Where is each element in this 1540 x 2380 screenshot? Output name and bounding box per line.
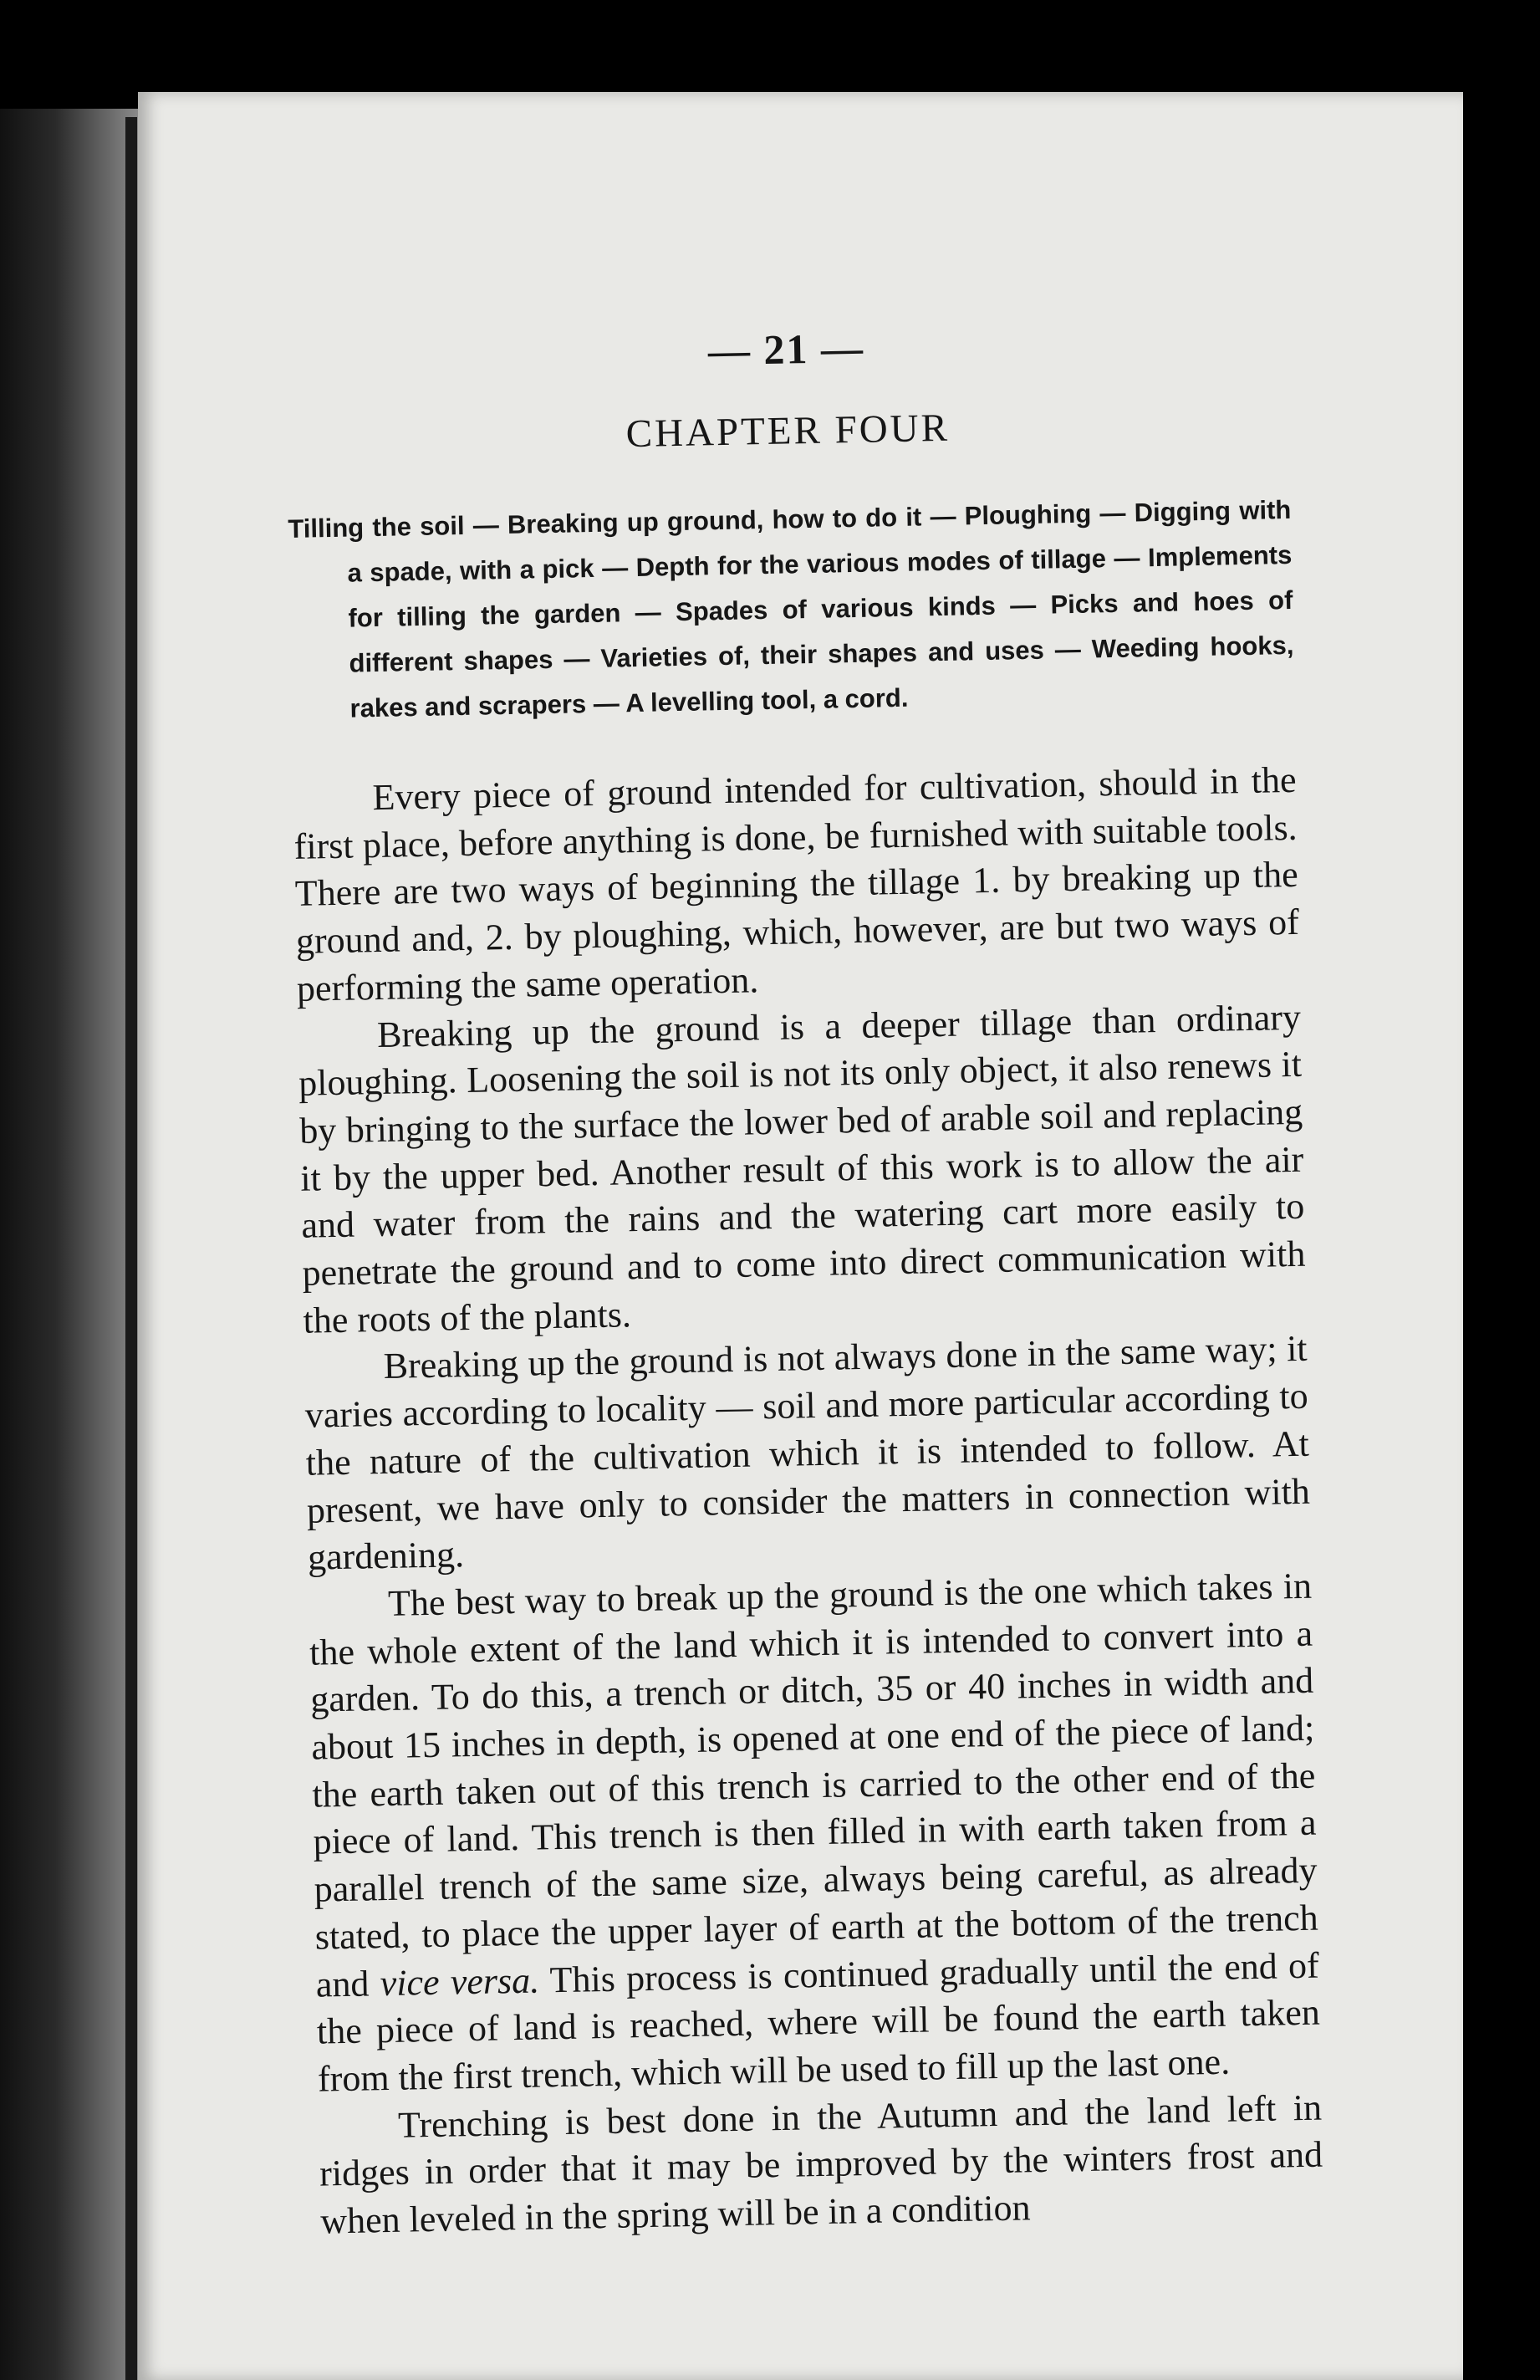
paragraph-5: Trenching is best done in the Autumn and the land left in ridges in order that it may be improved by the winters frost and when leveled in the spring will be in a condition	[319, 2086, 1323, 2242]
page-content	[284, 315, 1324, 2245]
chapter-summary: Tilling the soil — Breaking up ground, how to do it — Ploughing — Digging with a spade, with a pick — Depth for the various modes of tillage — Implements for tilling the garden — Spades of various kinds — Picks and hoes of different shapes — Varieties of, their shapes and uses — Weeding hooks, rakes and scrapers — A levelling tool, a cord.	[288, 494, 1294, 723]
paragraph-2: Breaking up the ground is a deeper tillage than ordinary ploughing. Loosening the soil is not its only object, it also renews it by bringing to the surface the lower bed of arable soil and replacing it by the upper bed. Another result of this work is to allow the air and water from the rains and the watering cart more easily to penetrate the ground and to come into direct communication with the roots of the plants.	[298, 996, 1306, 1341]
chapter-title: CHAPTER FOUR	[625, 406, 951, 457]
paragraph-4	[309, 1563, 1322, 2104]
paragraph-4-text-a: The best way to break up the ground is the one which takes in the whole extent of the land which it is intended to convert into a garden. To do this, a trench or ditch, 35 or 40 inches in width and about 15 inches in depth, is opened at one end of the piece of land; the earth taken out of this trench is carried to the other end of the piece of land. This trench is then filled in with earth taken from a parallel trench of the same size, always being careful, as already stated, to place the upper layer of earth at the bottom of the trench and	[309, 1565, 1319, 2005]
book-gutter	[125, 117, 137, 2380]
page-number: — 21 —	[707, 324, 865, 375]
paragraph-1: Every piece of ground intended for cultivation, should in the first place, before anything is done, be furnished with suitable tools. There are two ways of beginning the tillage 1. by breaking up the ground and, 2. by ploughing, which, however, are but two ways of performing the same operation.	[293, 758, 1300, 1009]
book-page	[138, 92, 1463, 2380]
book-spine-edge	[0, 109, 138, 2380]
paragraph-4-italic: vice versa.	[380, 1959, 540, 2004]
body-text	[293, 757, 1324, 2246]
paragraph-3: Breaking up the ground is not always done in the same way; it varies according to locality — soil and more particular according to the nature of the cultivation which it is intended to follow. At present, we have only to consider the matters in connection with gardening.	[304, 1328, 1311, 1578]
paragraph-4-text-b: This process is continued gradually until the end of the piece of land is reached, where will be found the earth taken from the first trench, which will be used to fill up the last one.	[316, 1944, 1321, 2100]
